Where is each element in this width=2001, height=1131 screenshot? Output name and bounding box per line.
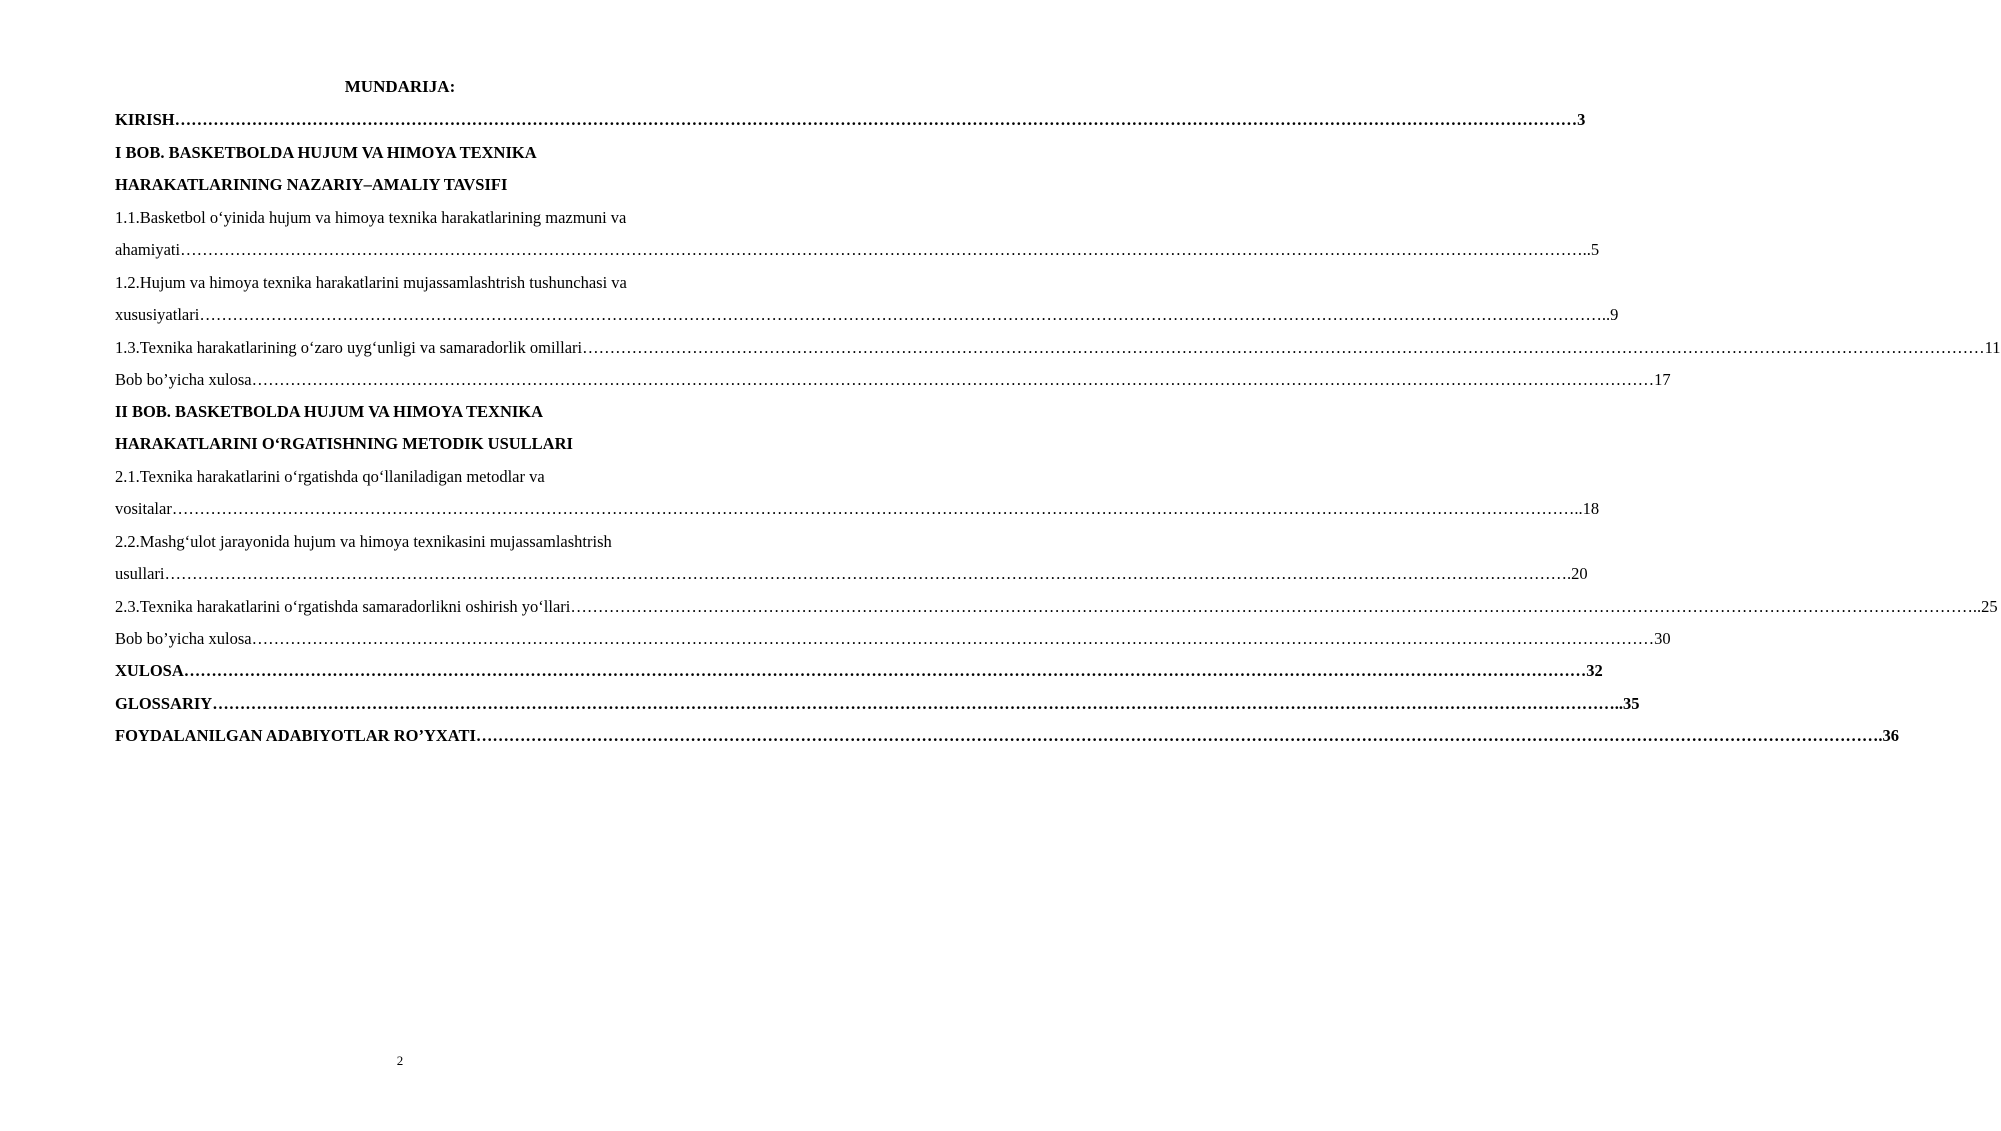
toc-entry-title: 1.3.Texnika harakatlarining o‘zaro uyg‘unligi va samaradorlik omillari bbox=[115, 338, 583, 357]
toc-section-1-2-line-2 bbox=[115, 304, 1619, 326]
toc-title: MUNDARIJA: bbox=[344, 77, 456, 96]
toc-entry-title: FOYDALANILGAN ADABIYOTLAR RO’YXATI bbox=[115, 726, 476, 745]
toc-entry-page: ..35 bbox=[1614, 694, 1640, 713]
toc-entry-adabiyotlar bbox=[115, 725, 1900, 747]
toc-entry-page: ..25 bbox=[1972, 597, 1998, 616]
toc-leader: ………………………………………………………………………………………………………………………………………………………………………………………………………………………………… bbox=[164, 564, 1567, 583]
section-title-text: 1.1.Basketbol o‘yinida hujum va himoya texnika harakatlarining mazmuni va bbox=[115, 208, 627, 227]
toc-leader: ………………………………………………………………………………………………………………………………………………………………………………………………………………………………… bbox=[582, 338, 1985, 357]
toc-chapter-2-heading-line-1 bbox=[115, 401, 741, 423]
toc-leader: ………………………………………………………………………………………………………………………………………………………………………………………………………………………………… bbox=[199, 305, 1602, 324]
chapter-heading-text: II BOB. BASKETBOLDA HUJUM VA HIMOYA TEXNIKA bbox=[115, 402, 544, 421]
toc-entry-page: 3 bbox=[1577, 110, 1586, 129]
toc-leader: ………………………………………………………………………………………………………………………………………………………………………………………………………………………………… bbox=[212, 694, 1615, 713]
toc-chapter-1-summary bbox=[115, 369, 1671, 391]
toc-entry-page: 30 bbox=[1654, 629, 1671, 648]
section-title-text: 2.2.Mashg‘ulot jarayonida hujum va himoya texnikasini mujassamlashtrish bbox=[115, 532, 612, 551]
toc-entry-page: ..18 bbox=[1574, 499, 1600, 518]
toc-entry-page: 32 bbox=[1586, 661, 1603, 680]
toc-entry-page: ..5 bbox=[1582, 240, 1600, 259]
toc-section-2-2-line-2 bbox=[115, 563, 1588, 585]
toc-leader: ………………………………………………………………………………………………………………………………………………………………………………………………………………………………… bbox=[251, 370, 1655, 389]
toc-entry-xulosa bbox=[115, 660, 1603, 682]
toc-section-2-1-line-1 bbox=[115, 466, 741, 488]
section-title-text: 2.1.Texnika harakatlarini o‘rgatishda qo‘llaniladigan metodlar va bbox=[115, 467, 545, 486]
section-title-text: 1.2.Hujum va himoya texnika harakatlarini mujassamlashtrish tushunchasi va bbox=[115, 273, 627, 292]
toc-leader: ………………………………………………………………………………………………………………………………………………………………………………………………………………………………… bbox=[180, 240, 1583, 259]
toc-section-1-1-line-2 bbox=[115, 239, 1600, 261]
toc-entry-page: .20 bbox=[1567, 564, 1588, 583]
toc-entry-title: KIRISH bbox=[115, 110, 175, 129]
chapter-heading-text: HARAKATLARINI O‘RGATISHNING METODIK USULLARI bbox=[115, 434, 573, 453]
toc-leader: ………………………………………………………………………………………………………………………………………………………………………………………………………………………………… bbox=[171, 499, 1575, 518]
toc-entry-title: XULOSA bbox=[115, 661, 184, 680]
toc-chapter-1-heading-line-2 bbox=[115, 174, 741, 196]
toc-chapter-2-summary bbox=[115, 628, 1671, 650]
toc-entry-kirish bbox=[115, 109, 1586, 131]
toc-section-1-3 bbox=[115, 337, 2001, 359]
toc-entry-title: Bob bo’yicha xulosa bbox=[115, 370, 252, 389]
toc-section-1-1-line-1 bbox=[115, 207, 741, 229]
toc-entry-title: usullari bbox=[115, 564, 165, 583]
page-number: 2 bbox=[396, 1053, 404, 1068]
toc-entry-title: GLOSSARIY bbox=[115, 694, 213, 713]
toc-entry-page: ..9 bbox=[1601, 305, 1619, 324]
toc-leader: ………………………………………………………………………………………………………………………………………………………………………………………………………………………………… bbox=[570, 597, 1973, 616]
toc-chapter-1-heading-line-1 bbox=[115, 142, 741, 164]
toc-leader: ………………………………………………………………………………………………………………………………………………………………………………………………………………………………… bbox=[183, 661, 1587, 680]
toc-entry-page: .36 bbox=[1878, 726, 1900, 745]
toc-entry-title: ahamiyati bbox=[115, 240, 181, 259]
toc-entry-title: vositalar bbox=[115, 499, 172, 518]
toc-leader: ………………………………………………………………………………………………………………………………………………………………………………………………………………………………… bbox=[251, 629, 1655, 648]
toc-section-2-2-line-1 bbox=[115, 531, 741, 553]
chapter-heading-text: HARAKATLARINING NAZARIY–AMALIY TAVSIFI bbox=[115, 175, 508, 194]
toc-entry-title: Bob bo’yicha xulosa bbox=[115, 629, 252, 648]
toc-leader: ………………………………………………………………………………………………………………………………………………………………………………………………………………………………… bbox=[174, 110, 1578, 129]
toc-entry-title: xususiyatlari bbox=[115, 305, 200, 324]
toc-entry-page: 11 bbox=[1984, 338, 2001, 357]
toc-leader: ………………………………………………………………………………………………………………………………………………………………………………………………………………………………… bbox=[475, 726, 1879, 745]
toc-entry-title: 2.3.Texnika harakatlarini o‘rgatishda samaradorlikni oshirish yo‘llari bbox=[115, 597, 571, 616]
toc-section-1-2-line-1 bbox=[115, 272, 741, 294]
toc-chapter-2-heading-line-2 bbox=[115, 433, 741, 455]
toc-entry-page: 17 bbox=[1654, 370, 1671, 389]
chapter-heading-text: I BOB. BASKETBOLDA HUJUM VA HIMOYA TEXNIKA bbox=[115, 143, 537, 162]
toc-section-2-1-line-2 bbox=[115, 498, 1600, 520]
toc-section-2-3 bbox=[115, 596, 1998, 618]
toc-entry-glossariy bbox=[115, 693, 1640, 715]
